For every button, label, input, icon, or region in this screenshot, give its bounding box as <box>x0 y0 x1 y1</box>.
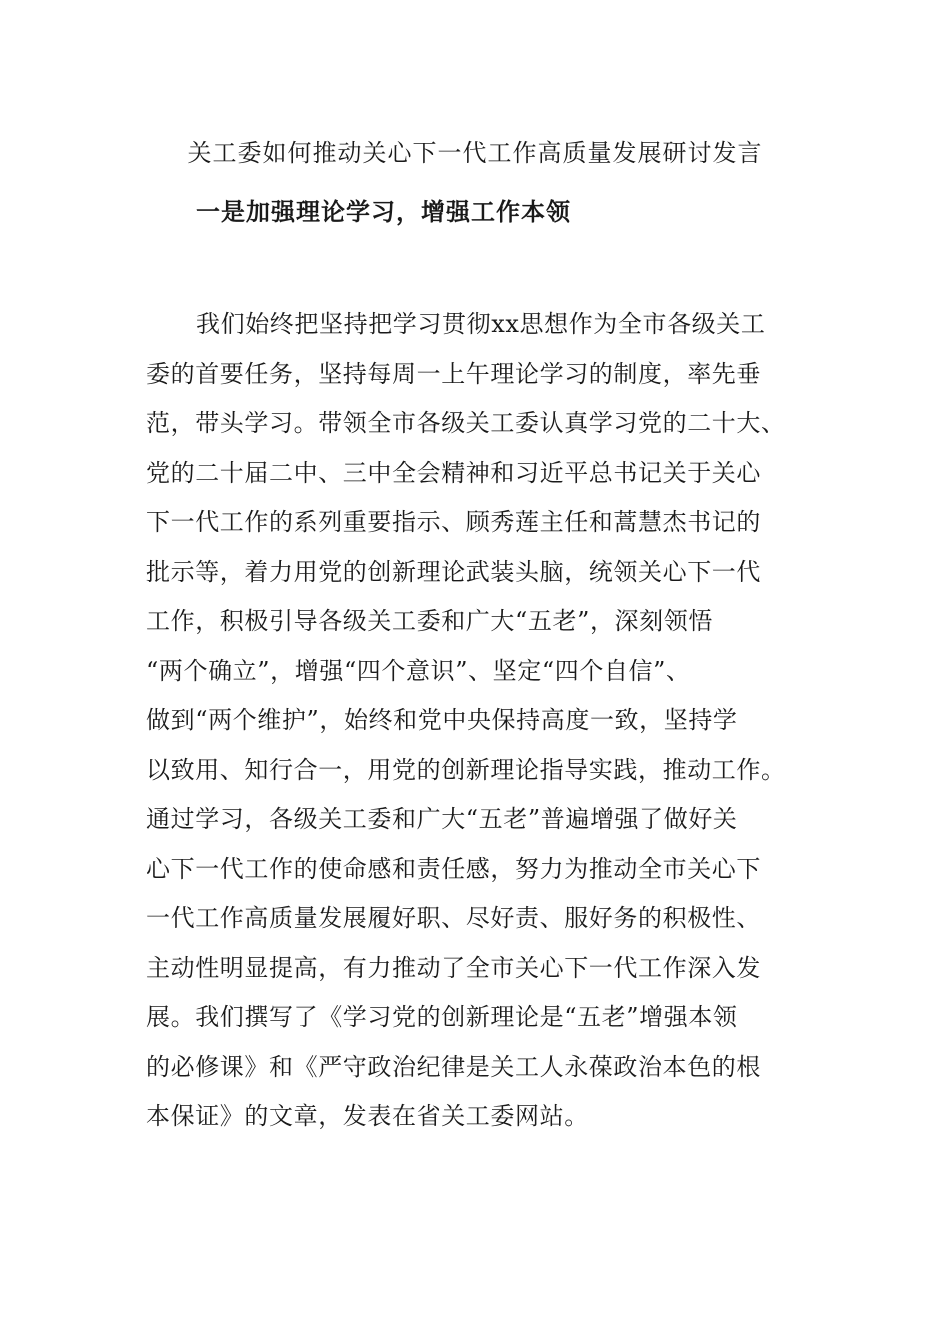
document-title: 关工委如何推动关心下一代工作高质量发展研讨发言 <box>187 139 763 167</box>
paragraph-line: 批示等，着力用党的创新理论武装头脑，统领关心下一代 <box>146 557 761 586</box>
paragraph-line: “两个确立”，增强“四个意识”、坚定“四个自信”、 <box>146 656 691 685</box>
paragraph-line: 范，带头学习。带领全市各级关工委认真学习党的二十大、 <box>146 409 786 437</box>
paragraph-line: 一代工作高质量发展履好职、尽好责、服好务的积极性、 <box>146 904 761 932</box>
paragraph-line: 下一代工作的系列重要指示、顾秀莲主任和蒿慧杰书记的 <box>146 508 761 536</box>
paragraph-line: 的必修课》和《严守政治纪律是关工人永葆政治本色的根 <box>146 1052 761 1081</box>
paragraph-line: 展。我们撰写了《学习党的创新理论是“五老”增强本领 <box>146 1003 738 1031</box>
paragraph-line: 做到“两个维护”，始终和党中央保持高度一致，坚持学 <box>146 706 738 734</box>
paragraph-line: 党的二十届二中、三中全会精神和习近平总书记关于关心 <box>146 458 761 487</box>
paragraph-line: 本保证》的文章，发表在省关工委网站。 <box>146 1102 589 1130</box>
section-heading: 一是加强理论学习，增强工作本领 <box>196 197 571 226</box>
paragraph-line: 心下一代工作的使命感和责任感，努力为推动全市关心下 <box>146 854 761 883</box>
paragraph-line: 委的首要任务，坚持每周一上午理论学习的制度，率先垂 <box>146 359 761 388</box>
paragraph-line: 我们始终把坚持把学习贯彻xx思想作为全市各级关工 <box>196 310 766 338</box>
paragraph-line: 通过学习，各级关工委和广大“五老”普遍增强了做好关 <box>146 805 738 833</box>
body-paragraph <box>146 300 796 1142</box>
paragraph-line: 工作，积极引导各级关工委和广大“五老”，深刻领悟 <box>146 607 713 635</box>
paragraph-line: 以致用、知行合一，用党的创新理论指导实践，推动工作。 <box>146 755 786 784</box>
paragraph-line: 主动性明显提高，有力推动了全市关心下一代工作深入发 <box>146 953 761 982</box>
